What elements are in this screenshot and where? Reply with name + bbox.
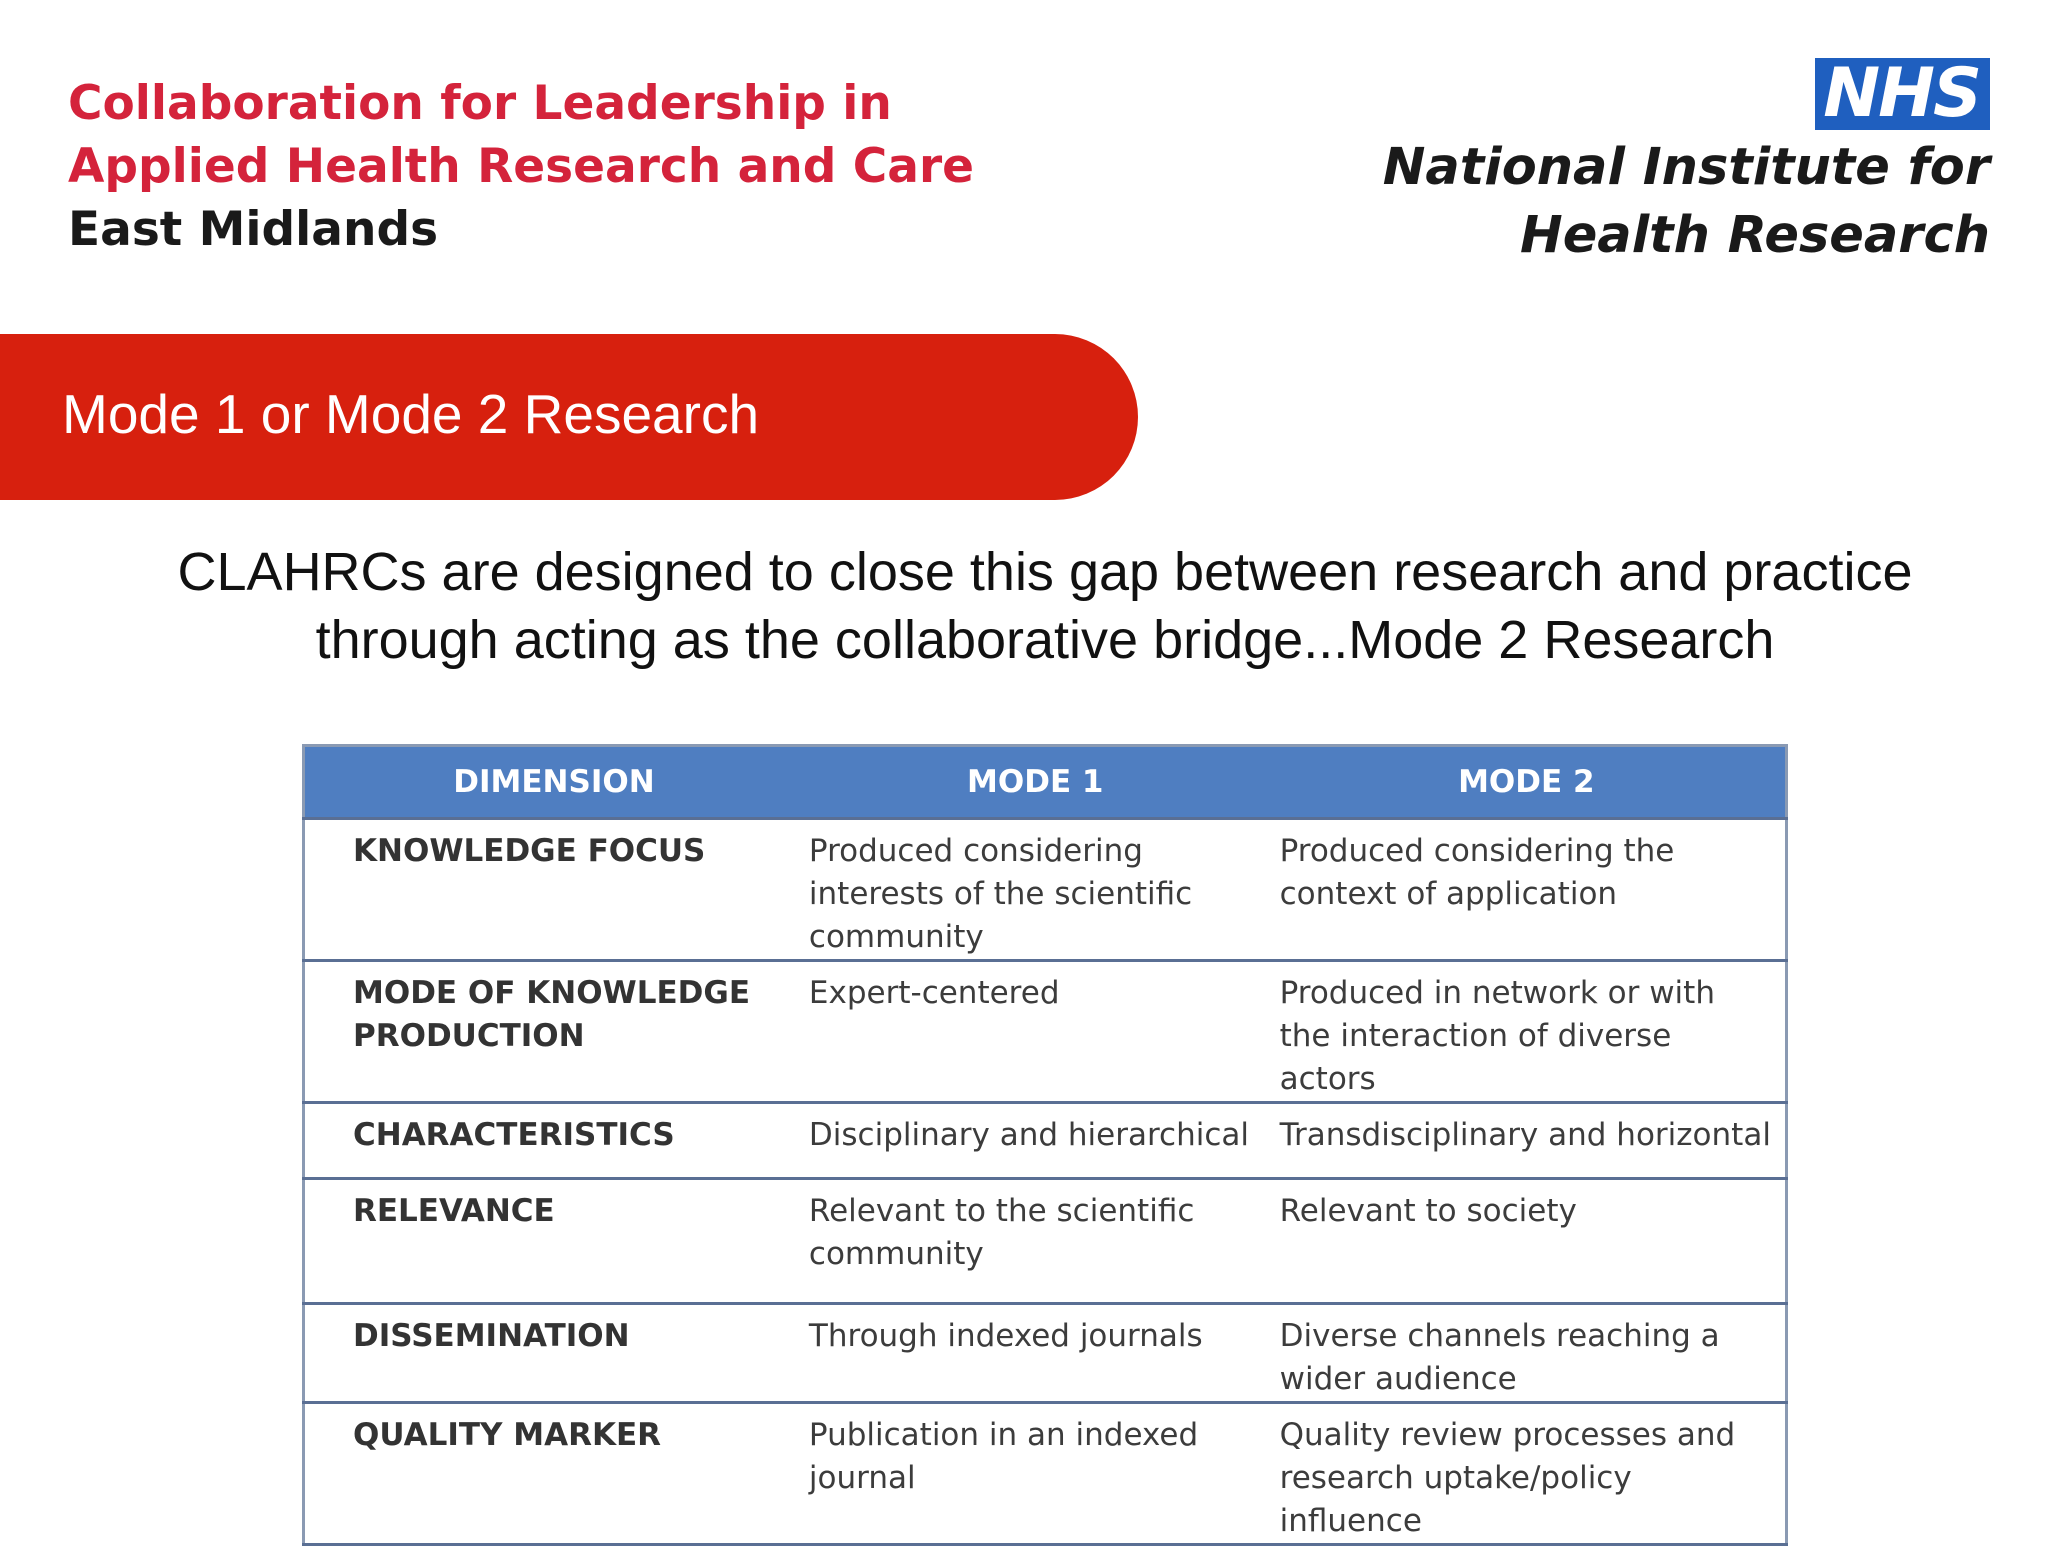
mode2-cell: Produced in network or with the interaction of diverse actors	[1268, 961, 1787, 1103]
clahrc-logo-line3: East Midlands	[68, 202, 439, 257]
table-row	[304, 961, 1787, 1103]
mode1-cell: Relevant to the scientific community	[803, 1179, 1268, 1304]
mode1-cell: Produced considering interests of the scientific community	[803, 819, 1268, 961]
nihr-logo	[1382, 54, 1990, 270]
intro-line1: CLAHRCs are designed to close this gap between research and practice	[177, 542, 1913, 602]
intro-text	[0, 538, 2048, 674]
clahrc-logo-line2: Applied Health Research and Care	[68, 139, 975, 194]
nihr-name-line2: Health Research	[1520, 206, 1990, 265]
nhs-badge: NHS	[1815, 58, 1990, 130]
header-mode1: MODE 1	[803, 746, 1268, 819]
title-bar	[0, 334, 1138, 500]
dimension-cell: DISSEMINATION	[304, 1304, 803, 1403]
table-row	[304, 1304, 1787, 1403]
table-row	[304, 1179, 1787, 1304]
dimension-cell: QUALITY MARKER	[304, 1403, 803, 1545]
header-dimension: DIMENSION	[304, 746, 803, 819]
mode1-cell: Expert-centered	[803, 961, 1268, 1103]
dimension-cell: KNOWLEDGE FOCUS	[304, 819, 803, 961]
table-header-row	[304, 746, 1787, 819]
header-mode2: MODE 2	[1268, 746, 1787, 819]
table-row	[304, 1103, 1787, 1179]
nihr-name-line1: National Institute for	[1382, 138, 1990, 197]
mode2-cell: Relevant to society	[1268, 1179, 1787, 1304]
clahrc-logo	[68, 72, 974, 261]
dimension-cell: CHARACTERISTICS	[304, 1103, 803, 1179]
mode2-cell: Quality review processes and research uptake/policy influence	[1268, 1403, 1787, 1545]
mode1-cell: Disciplinary and hierarchical	[803, 1103, 1268, 1179]
mode1-cell: Publication in an indexed journal	[803, 1403, 1268, 1545]
dimension-cell: MODE OF KNOWLEDGE PRODUCTION	[304, 961, 803, 1103]
mode2-cell: Diverse channels reaching a wider audience	[1268, 1304, 1787, 1403]
table-row	[304, 1403, 1787, 1545]
mode2-cell: Transdisciplinary and horizontal	[1268, 1103, 1787, 1179]
mode2-cell: Produced considering the context of application	[1268, 819, 1787, 961]
intro-line2: through acting as the collaborative bridge...Mode 2 Research	[315, 610, 1775, 670]
nihr-name	[1383, 134, 1990, 270]
mode-comparison-table	[302, 744, 1788, 1546]
clahrc-logo-line1: Collaboration for Leadership in	[68, 76, 892, 131]
mode1-cell: Through indexed journals	[803, 1304, 1268, 1403]
slide-title: Mode 1 or Mode 2 Research	[62, 383, 760, 445]
dimension-cell: RELEVANCE	[304, 1179, 803, 1304]
table-row	[304, 819, 1787, 961]
